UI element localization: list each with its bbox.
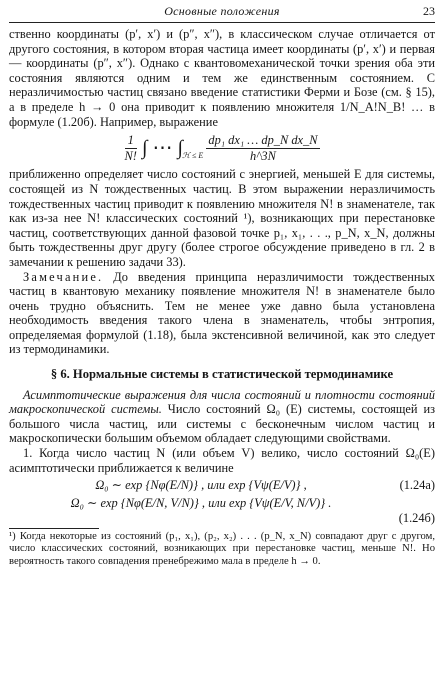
running-header xyxy=(9,4,435,23)
equation-1-24b-body: Ω₀ ∼ exp {Nφ(E/N, V/N)} , или exp {Vψ(E/V, N/V)} . xyxy=(70,495,332,510)
remark-label: Замечание. xyxy=(23,269,104,284)
prefactor-denominator: N! xyxy=(124,148,137,163)
remark-text: До введения принципа неразличимости тождественных частиц в квантовую механику появление множителя N! в знаменателе было очень трудно объяснить. Тем не менее уже давно была установлена необходимость введения такого члена в знаменатель, чтобы энтропия, определяемая формулой (1.18), была экстенсивной величиной, как это следует из термодинамики. xyxy=(9,269,435,357)
section-intro-italic: Асимптотические выражения для числа состояний и плотности состояний макроскопической системы. xyxy=(9,387,435,417)
integrand-numerator: dp₁ dx₁ … dp_N dx_N xyxy=(208,133,318,148)
prefactor-fraction xyxy=(125,133,137,163)
paragraph-states: приближенно определяет число состояний с энергией, меньшей E для системы, состоящей из N тождественных частиц. В этом выражении неразличимость тождественных частиц приводит к появлению множителя N! в знаменателе, так как из-за нее N! классических состояний ¹), возникающих при перестановке частиц, соответствующих данной фазовой точке p₁, x₁, . . ., p_N, x_N, должны быть тождественны друг другу (более строгое обсуждение приведено в гл. 2 в замечании к решению задачи 33). xyxy=(9,167,435,269)
page-body xyxy=(9,27,435,568)
equation-1-24a-tag: (1.24а) xyxy=(399,478,435,493)
equation-1-24a-body: Ω₀ ∼ exp {Nφ(E/N)} , или exp {Vψ(E/V)} , xyxy=(95,478,307,493)
integration-region: ℋ ≤ E xyxy=(182,150,204,160)
prefactor-numerator: 1 xyxy=(125,133,137,149)
footnote: ¹) Когда некоторые из состояний (p₁, x₁), (p₂, x₂) . . . (p_N, x_N) совпадают друг с другом, число классических состояний, возникающих при перестановке частиц, меньше N!. Но вероятность такого совпадения пренебрежимо мала в пределе h → 0. xyxy=(9,531,435,567)
equation-1-24b xyxy=(9,496,435,511)
paragraph-item-1: 1. Когда число частиц N (или объем V) велико, число состояний Ω₀(E) асимптотически приближается к величине xyxy=(9,446,435,475)
integrand-denominator: h^3N xyxy=(249,148,276,163)
integrand-fraction xyxy=(206,133,319,163)
integral-sign: ∫ ⋯ ∫ xyxy=(142,136,183,159)
footnote-rule xyxy=(9,528,99,529)
section-heading: § 6. Нормальные системы в статистической термодинамике xyxy=(50,367,394,382)
paragraph-continuation: ственно координаты (p′, x′) и (p″, x″), в классическом случае отличается от другого состояния, в котором вторая частица имеет координаты (p′, x′) и первая — координаты (p″, x″). Однако с квантовомеханической точки зрения оба эти состояния являются одним и тем же единственным состоянием. С неразличимостью частиц связано введение статистики Ферми и Бозе (см. § 15), а в пределе h → 0 она приводит к появлению множителя 1/N_A!N_B! … в формуле (1.20б). Например, выражение xyxy=(9,27,435,129)
phase-integral-formula xyxy=(9,133,435,163)
page-number: 23 xyxy=(423,4,435,18)
paragraph-section-intro xyxy=(9,388,435,446)
equation-1-24b-tag: (1.24б) xyxy=(398,511,435,526)
paragraph-remark xyxy=(9,270,435,358)
running-title: Основные положения xyxy=(164,4,280,18)
section-intro-text: Число состояний Ω₀ (E) системы, состоящей из большого числа частиц, или системы с бесконечным числом частиц и макроскопически большим объемом обладает следующими свойствами. xyxy=(9,402,435,446)
equation-1-24a xyxy=(9,478,435,493)
